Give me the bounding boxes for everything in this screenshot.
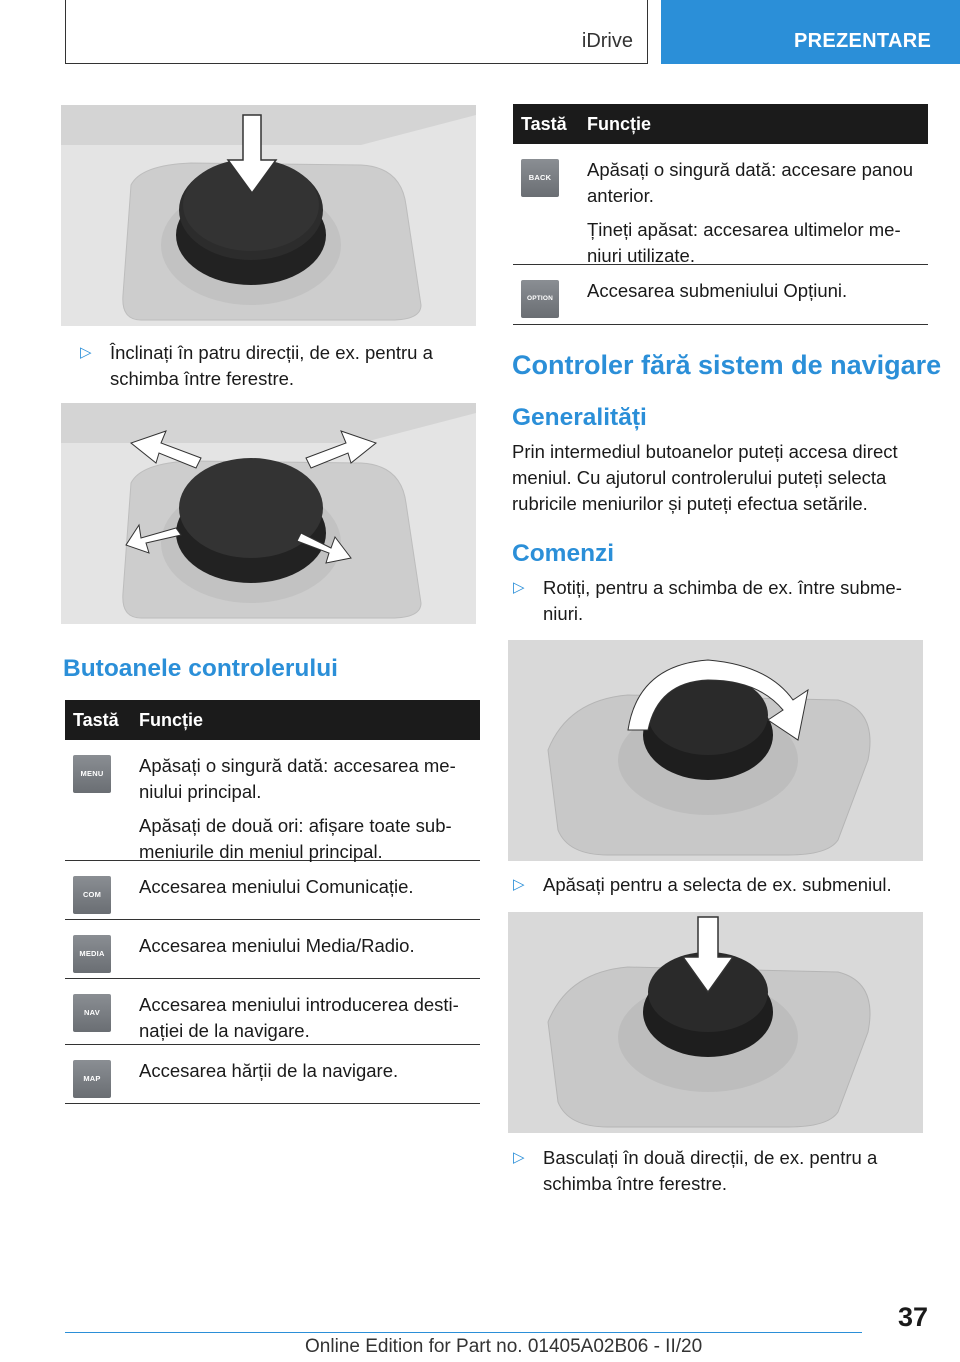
buttons-table bbox=[65, 700, 480, 1104]
table-header bbox=[65, 700, 480, 740]
table-row bbox=[513, 265, 928, 325]
col-key-header: Tastă bbox=[73, 710, 119, 730]
col-function-header: Funcție bbox=[587, 114, 652, 134]
row-text: Accesarea meniului Media/Radio. bbox=[139, 935, 415, 956]
heading-controller-buttons: Butoanele controlerului bbox=[63, 655, 338, 682]
buttons-table-continued bbox=[513, 104, 928, 325]
row-text: Accesarea hărții de la navigare. bbox=[139, 1060, 399, 1081]
table-row bbox=[65, 740, 480, 861]
table-row bbox=[65, 979, 480, 1045]
row-text: Apăsați o singură dată: accesarea meniului principal. bbox=[139, 755, 456, 802]
bullet-tilt-two: ▷ Basculați în două direcții, de ex. pentru a schimba între ferestre. bbox=[513, 1147, 878, 1194]
heading-commands: Comenzi bbox=[512, 540, 615, 567]
bullet-press: ▷ Apăsați pentru a selecta de ex. submeniul. bbox=[513, 872, 913, 898]
chapter-tab: PREZENTARE bbox=[661, 0, 960, 64]
bullet-triangle-icon: ▷ bbox=[513, 579, 525, 596]
controller-tilt-illustration bbox=[61, 403, 476, 624]
heading-general: Generalități bbox=[512, 404, 647, 431]
heading-controller-without-nav: Controler fără sistem de navigare bbox=[512, 350, 942, 380]
bullet-rotate: ▷ Rotiți, pentru a schimba de ex. între submeniuri. bbox=[513, 577, 902, 624]
row-text: Accesarea meniului Comunicație. bbox=[139, 876, 414, 897]
table-row bbox=[65, 920, 480, 979]
row-text: Țineți apăsat: accesarea ultimelor meniuri utilizate. bbox=[587, 219, 901, 266]
row-text: Accesarea submeniului Opțiuni. bbox=[587, 280, 848, 301]
row-text: Apăsați de două ori: afișare toate submeniurile din meniul principal. bbox=[139, 815, 452, 862]
controller-push-illustration bbox=[508, 912, 923, 1133]
nav-key-icon: NAV bbox=[73, 994, 111, 1032]
bullet-triangle-icon: ▷ bbox=[80, 344, 92, 361]
media-key-icon: MEDIA bbox=[73, 935, 111, 973]
table-row bbox=[513, 144, 928, 265]
controller-rotate-illustration bbox=[508, 640, 923, 861]
bullet-triangle-icon: ▷ bbox=[513, 876, 525, 893]
general-paragraph: Prin intermediul butoanelor puteți accesa direct meniul. Cu ajutorul controlerului puteți selecta rubricile meniurilor și puteți efectua setările. bbox=[512, 441, 898, 514]
footer-edition: Online Edition for Part no. 01405A02B06 - II/20 bbox=[305, 1336, 703, 1357]
section-title: iDrive bbox=[581, 30, 633, 52]
controller-press-illustration bbox=[61, 105, 476, 326]
com-key-icon: COM bbox=[73, 876, 111, 914]
option-key-icon: OPTION bbox=[521, 280, 559, 318]
map-key-icon: MAP bbox=[73, 1060, 111, 1098]
table-row bbox=[65, 1045, 480, 1104]
header-box bbox=[65, 0, 648, 64]
page-number: 37 bbox=[897, 1302, 928, 1332]
table-row bbox=[65, 861, 480, 920]
col-key-header: Tastă bbox=[521, 114, 567, 134]
menu-key-icon: MENU bbox=[73, 755, 111, 793]
footer-divider bbox=[65, 1332, 862, 1333]
row-text: Accesarea meniului introducerea destinației de la navigare. bbox=[139, 994, 459, 1041]
table-header bbox=[513, 104, 928, 144]
back-key-icon: BACK bbox=[521, 159, 559, 197]
bullet-tilt-four: ▷ Înclinați în patru direcții, de ex. pentru a schimba între ferestre. bbox=[80, 342, 433, 389]
col-function-header: Funcție bbox=[139, 710, 204, 730]
row-text: Apăsați o singură dată: accesare panou anterior. bbox=[587, 159, 914, 206]
bullet-triangle-icon: ▷ bbox=[513, 1149, 525, 1166]
